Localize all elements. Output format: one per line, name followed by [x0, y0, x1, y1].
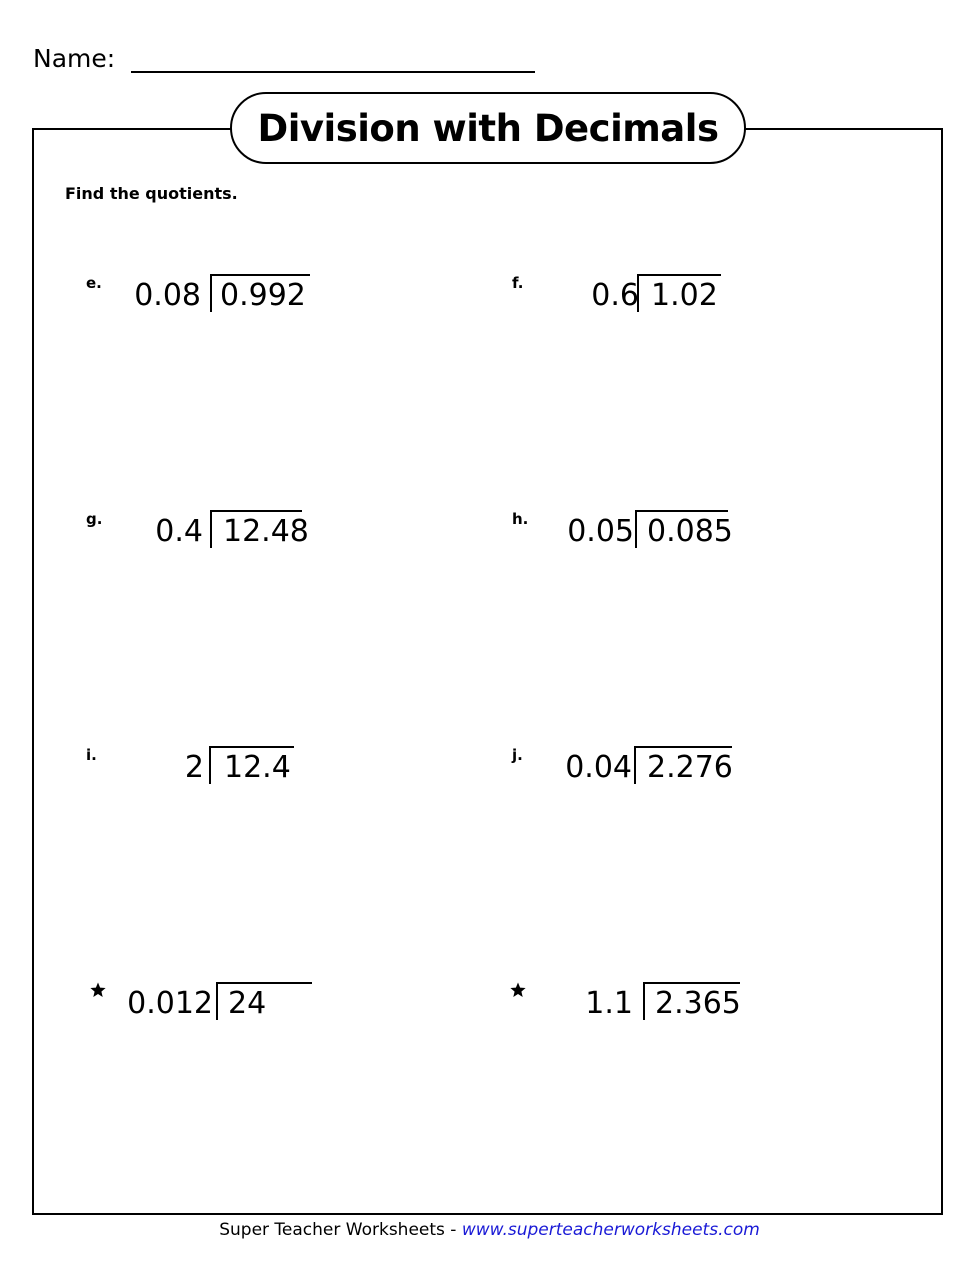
name-line[interactable]	[131, 71, 535, 73]
dividend: 1.02	[651, 278, 718, 313]
divisor: 0.04	[565, 750, 632, 785]
dividend: 2.365	[655, 986, 741, 1021]
problem-label: i.	[86, 746, 97, 764]
divisor: 1.1	[585, 986, 633, 1021]
dividend: 24	[228, 986, 267, 1021]
dividend: 0.992	[220, 278, 306, 313]
footer-link[interactable]: www.superteacherworksheets.com	[461, 1220, 760, 1240]
problem-i	[86, 746, 346, 790]
instructions: Find the quotients.	[65, 184, 238, 203]
problem-h	[512, 510, 772, 554]
problem-label: e.	[86, 274, 102, 292]
dividend: 2.276	[647, 750, 733, 785]
star-icon	[90, 982, 106, 998]
divisor: 0.05	[567, 514, 634, 549]
divisor: 0.08	[134, 278, 201, 313]
problem-e	[86, 274, 346, 318]
page-title: Division with Decimals	[257, 106, 719, 150]
divisor: 2	[184, 750, 204, 785]
name-label: Name:	[33, 44, 116, 73]
title-banner	[230, 92, 746, 164]
problem-g	[86, 510, 346, 554]
footer	[0, 1220, 979, 1240]
problem-star-right	[510, 982, 770, 1026]
problem-f	[512, 274, 772, 318]
divisor: 0.6	[591, 278, 639, 313]
problem-label: h.	[512, 510, 529, 528]
footer-brand: Super Teacher Worksheets -	[219, 1220, 462, 1240]
problem-label: g.	[86, 510, 103, 528]
dividend: 0.085	[647, 514, 733, 549]
dividend: 12.4	[224, 750, 291, 785]
dividend: 12.48	[223, 514, 309, 549]
problem-j	[512, 746, 772, 790]
problem-label: j.	[512, 746, 523, 764]
star-icon	[510, 982, 526, 998]
problem-label: f.	[512, 274, 524, 292]
problem-star-left	[90, 982, 350, 1026]
divisor: 0.012	[127, 986, 213, 1021]
divisor: 0.4	[155, 514, 203, 549]
